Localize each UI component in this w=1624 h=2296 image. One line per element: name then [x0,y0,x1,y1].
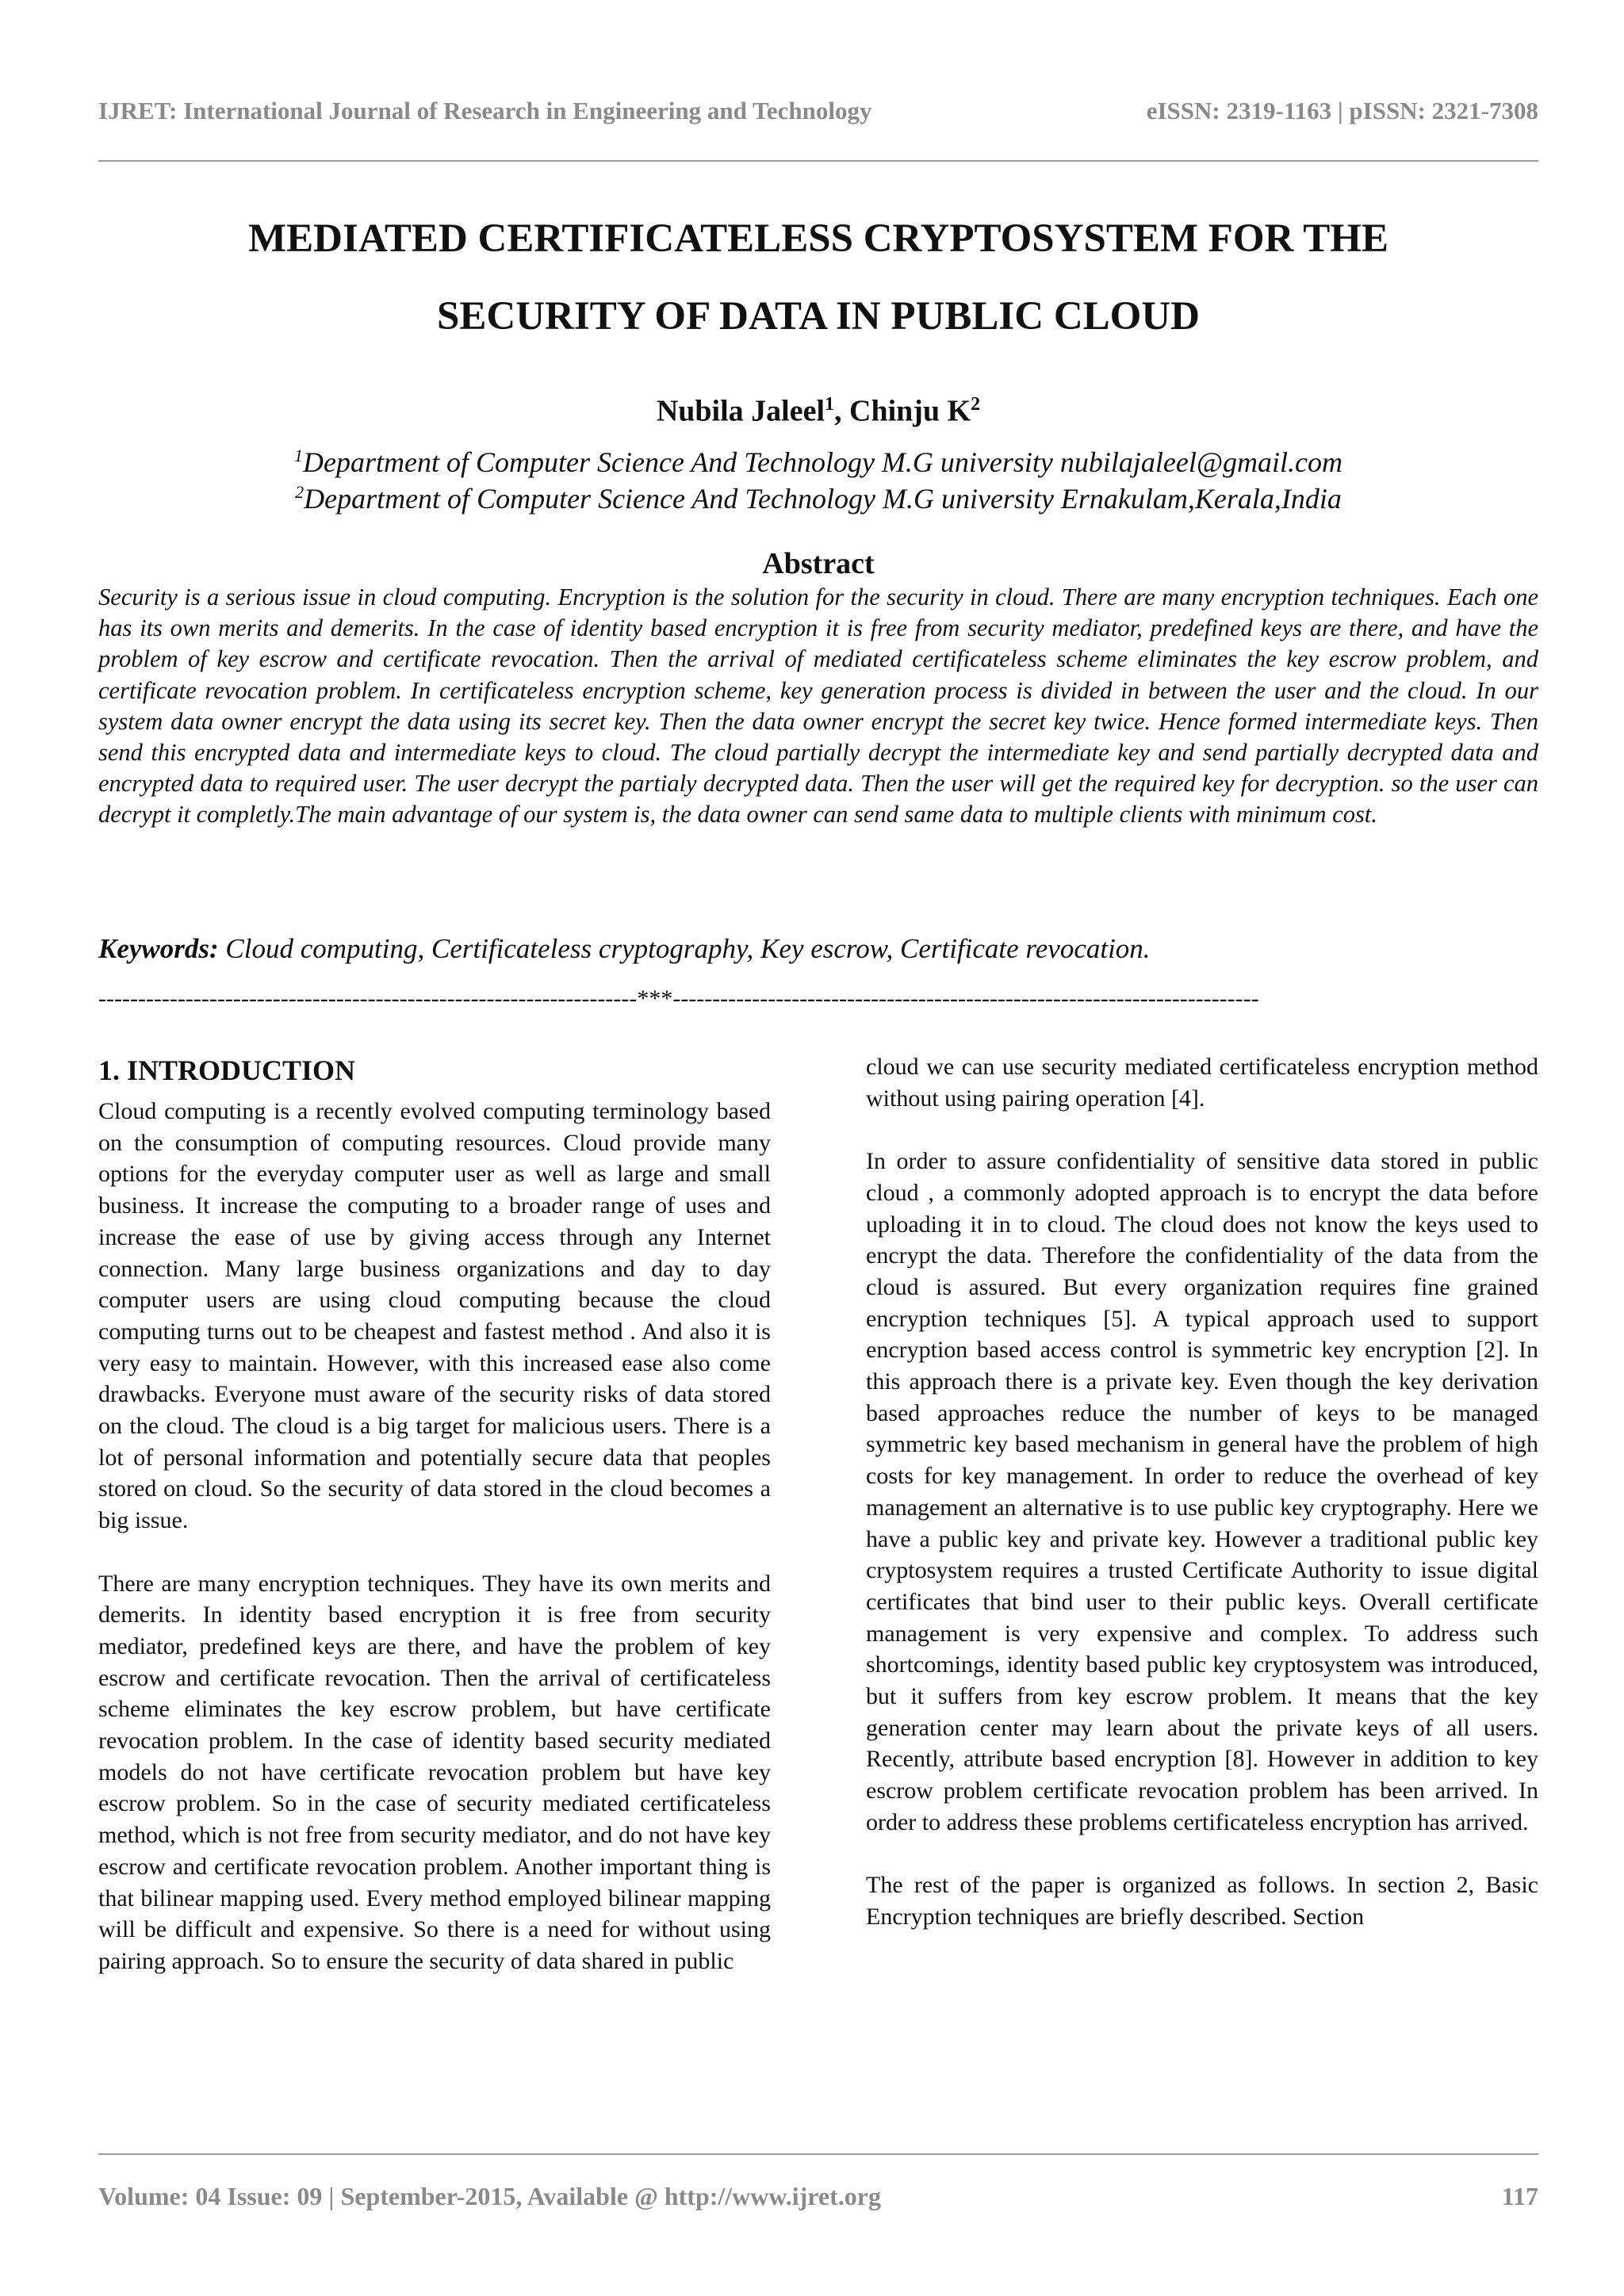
paragraph: cloud we can use security mediated certificateless encryption method without using pairing operation [4]. [866,1054,1538,1112]
running-footer [98,2182,1538,2214]
author-2-mark: 2 [971,394,981,415]
footer-divider [98,2153,1538,2155]
left-column [98,1051,771,2008]
section-separator: --------------------------------------------------------------------***-------------------------------------------------------------------------- [98,985,1259,1012]
title-line-1: MEDIATED CERTIFICATELESS CRYPTOSYSTEM FOR THE [248,216,1388,261]
author-2: Chinju K [849,394,971,428]
keywords-label: Keywords: [98,933,219,964]
affiliation-1-text: Department of Computer Science And Technology M.G university nubilajaleel@gmail.com [303,446,1342,478]
paper-title [98,200,1538,355]
affiliation-2 [98,474,1538,517]
keywords-text: Cloud computing, Certificateless cryptography, Key escrow, Certificate revocation. [218,933,1151,964]
keywords [98,931,1538,967]
affiliation-2-text: Department of Computer Science And Technology M.G university Ernakulam,Kerala,India [304,483,1342,515]
issn-info: eISSN: 2319-1163 | pISSN: 2321-7308 [1146,97,1538,124]
paragraph: Cloud computing is a recently evolved computing terminology based on the consumption of computing resources. Cloud provide many options for the everyday computer user as well as large and small business. It increase the computing to a broader range of uses and increase the ease of use by giving access through any Internet connection. Many large business organizations and day to day computer users are using cloud computing because the cloud computing turns out to be cheapest and fastest method . And also it is very easy to maintain. However, with this increased ease also come drawbacks. Everyone must aware of the security risks of data stored on the cloud. The cloud is a big target for malicious users. There is a lot of personal information and potentially secure data that peoples stored on cloud. So the security of data stored in the cloud becomes a big issue. [98,1098,771,1534]
author-list [98,382,1538,434]
affiliation-2-mark: 2 [295,482,304,502]
journal-name: IJRET: International Journal of Research in Engineering and Technology [98,97,872,124]
page-number: 117 [1501,2182,1538,2210]
author-1: Nubila Jaleel [656,394,825,428]
paragraph: There are many encryption techniques. They have its own merits and demerits. In identity based encryption it is free from security mediator, predefined keys are there, and have the problem of key escrow and certificate revocation. Then the arrival of certificateless scheme eliminates the key escrow problem, but have certificate revocation problem. In the case of identity based security mediated models do not have certificate revocation problem but have key escrow problem. So in the case of security mediated certificateless method, which is not free from security mediator, and do not have key escrow and certificate revocation problem. Another important thing is that bilinear mapping used. Every method employed bilinear mapping will be difficult and expensive. So there is a need for without using pairing approach. So to ensure the security of data shared in public [98,1570,771,1974]
abstract-text: Security is a serious issue in cloud computing. Encryption is the solution for the security in cloud. There are many encryption techniques. Each one has its own merits and demerits. In the case of identity based encryption it is free from security mediator, predefined keys are there, and have the problem of key escrow and certificate revocation. Then the arrival of mediated certificateless scheme eliminates the key escrow problem, and certificate revocation problem. In certificateless encryption scheme, key generation process is divided in between the user and the cloud. In our system data owner encrypt the data using its secret key. Then the data owner encrypt the secret key twice. Hence formed intermediate keys. Then send this encrypted data and intermediate keys to cloud. The cloud partially decrypt the intermediate key and send partially decrypted data and encrypted data to required user. The user decrypt the partialy decrypted data. Then the user will get the required key for decryption. so the user can decrypt it completly.The main advantage of our system is, the data owner can send same data to multiple clients with minimum cost. [98,584,1538,828]
author-separator: , [834,394,850,428]
paragraph: The rest of the paper is organized as follows. In section 2, Basic Encryption techniques are briefly described. Section [866,1872,1538,1930]
paragraph: In order to assure confidentiality of sensitive data stored in public cloud , a commonly adopted approach is to encrypt the data before uploading it in to cloud. The cloud does not know the keys used to encrypt the data. Therefore the confidentiality of the data from the cloud is assured. But every organization requires fine grained encryption techniques [5]. A typical approach used to support encryption based access control is symmetric key encryption [2]. In this approach there is a private key. Even though the key derivation based approaches reduce the number of keys to be managed symmetric key based mechanism in general have the problem of high costs for key management. In order to reduce the overhead of key management an alternative is to use public key cryptography. Here we have a public key and private key. However a traditional public key cryptosystem requires a trusted Certificate Authority to issue digital certificates that bind user to their public keys. Overall certificate management is very expensive and complex. To address such shortcomings, identity based public key cryptosystem was introduced, but it suffers from key escrow problem. It means that the key generation center may learn about the private keys of all users. Recently, attribute based encryption [8]. However in addition to key escrow problem certificate revocation problem has been arrived. In order to address these problems certificateless encryption has arrived. [866,1148,1538,1835]
volume-info: Volume: 04 Issue: 09 | September-2015, Available @ http://www.ijret.org [98,2182,881,2210]
affiliation-1-mark: 1 [294,446,304,465]
right-column [866,1051,1538,1964]
abstract-heading: Abstract [762,547,875,580]
running-header [98,97,1538,128]
header-divider [98,160,1538,162]
author-1-mark: 1 [825,394,835,415]
title-line-2: SECURITY OF DATA IN PUBLIC CLOUD [436,294,1201,339]
section-heading-introduction: 1. INTRODUCTION [98,1054,356,1086]
